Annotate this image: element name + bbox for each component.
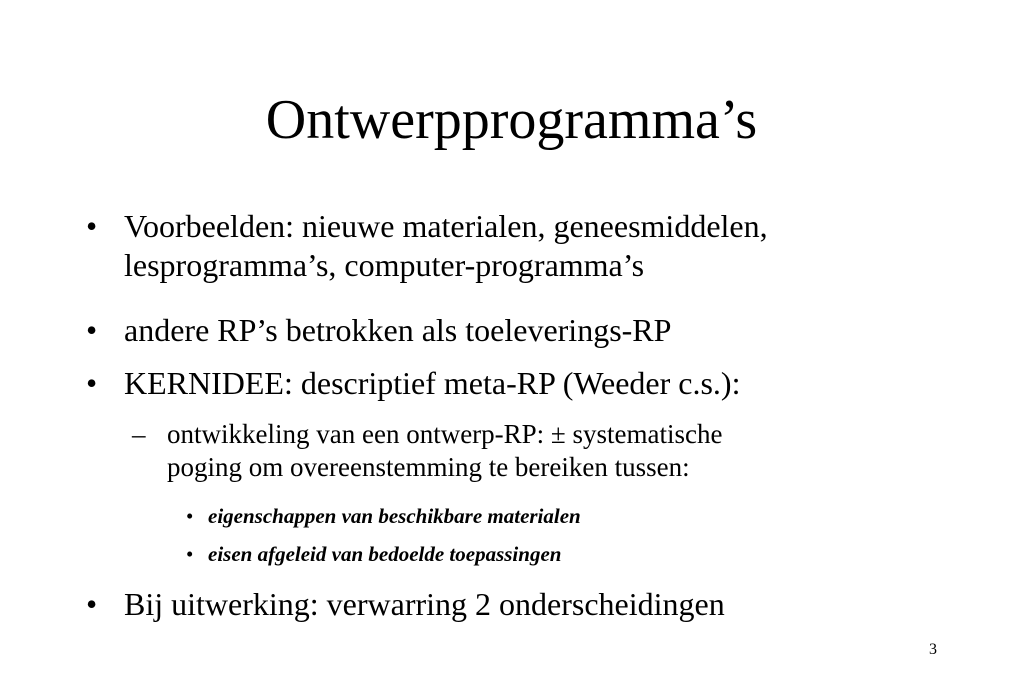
bullet-item-voorbeelden	[86, 207, 768, 285]
sub-sub-bullet-text: eigenschappen van beschikbare materialen	[208, 504, 581, 528]
bullet-item-andere-rp	[86, 311, 671, 350]
bullet-item-bij-uitwerking	[86, 585, 725, 624]
bullet-line: lesprogramma’s, computer-programma’s	[124, 247, 645, 283]
sub-sub-bullet-marker: •	[186, 504, 194, 528]
bullet-marker: •	[86, 312, 98, 348]
slide-title: Ontwerpprogramma’s	[265, 89, 758, 151]
bullet-marker: •	[86, 586, 98, 622]
bullet-text: Bij uitwerking: verwarring 2 onderscheidingen	[124, 586, 725, 622]
sub-bullet-marker: –	[132, 419, 146, 449]
bullet-text	[124, 207, 768, 285]
bullet-line: Voorbeelden: nieuwe materialen, geneesmiddelen,	[124, 208, 768, 244]
bullet-marker: •	[86, 208, 98, 244]
sub-sub-bullet-item-eigenschappen	[186, 503, 581, 529]
page-number: 3	[929, 641, 937, 658]
sub-sub-bullet-marker: •	[186, 542, 194, 566]
sub-bullet-text	[167, 418, 722, 484]
sub-bullet-line: poging om overeenstemming te bereiken tussen:	[167, 452, 690, 482]
bullet-item-kernidee	[86, 364, 740, 403]
sub-sub-bullet-item-eisen	[186, 541, 561, 567]
sub-sub-bullet-text: eisen afgeleid van bedoelde toepassingen	[208, 542, 562, 566]
bullet-text: andere RP’s betrokken als toeleverings-RP	[124, 312, 672, 348]
sub-bullet-item-ontwikkeling	[132, 418, 722, 484]
bullet-marker: •	[86, 365, 98, 401]
bullet-text: KERNIDEE: descriptief meta-RP (Weeder c.s.):	[124, 365, 741, 401]
sub-bullet-line: ontwikkeling van een ontwerp-RP: ± systematische	[167, 419, 723, 449]
